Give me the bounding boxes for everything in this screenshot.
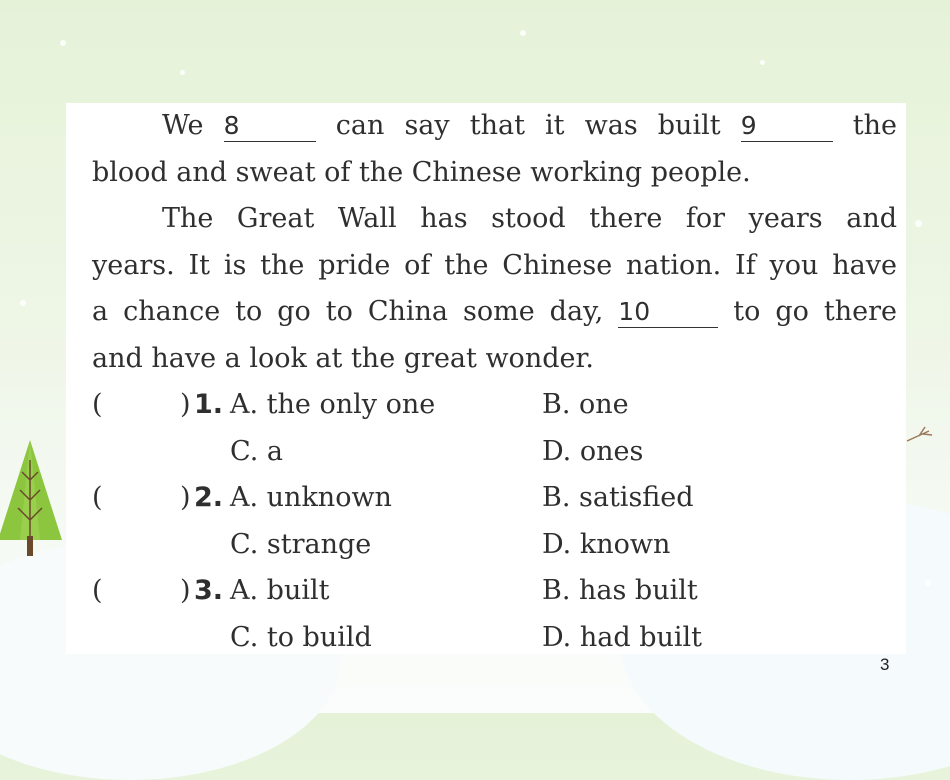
question-row (92, 568, 897, 615)
snowflake (60, 40, 66, 46)
answer-bracket-close: ) (180, 575, 191, 606)
option-a[interactable]: A. unknown (230, 482, 392, 513)
twig-icon (905, 425, 935, 445)
passage-text: We (162, 110, 204, 141)
option-d[interactable]: D. known (542, 528, 671, 560)
question-row (92, 475, 897, 522)
snowflake (925, 580, 931, 586)
passage-line (92, 289, 897, 336)
passage-line (92, 103, 897, 150)
question-row (92, 382, 897, 429)
question-number: 2. (194, 482, 224, 513)
passage-text: can say that it was built (335, 110, 721, 141)
passage-line: years. It is the pride of the Chinese nation. If you have (92, 249, 897, 281)
answer-blank-8[interactable]: 8 (224, 111, 316, 142)
answer-bracket-open[interactable]: ( (92, 482, 103, 513)
snowflake (180, 70, 185, 75)
snowflake (915, 220, 922, 227)
passage-line: The Great Wall has stood there for years and (162, 203, 897, 234)
option-d[interactable]: D. ones (542, 435, 644, 467)
passage-text: the (852, 110, 898, 141)
snowflake (20, 300, 26, 306)
pine-tree-icon (0, 440, 66, 560)
option-c[interactable]: C. strange (230, 528, 372, 560)
snowflake (760, 60, 765, 65)
option-c[interactable]: C. a (230, 435, 283, 467)
option-b[interactable]: B. has built (542, 575, 698, 606)
passage-text: a chance to go to China some day, (92, 296, 604, 327)
answer-blank-9[interactable]: 9 (741, 111, 833, 142)
snowflake (520, 30, 526, 36)
answer-bracket-open[interactable]: ( (92, 575, 103, 606)
question-row (92, 522, 897, 569)
passage-text: to go there (733, 296, 897, 327)
passage-line: and have a look at the great wonder. (92, 342, 594, 374)
passage (92, 103, 897, 382)
answer-bracket-open[interactable]: ( (92, 389, 103, 420)
option-b[interactable]: B. one (542, 389, 629, 420)
question-number: 3. (194, 575, 224, 606)
question-row (92, 615, 897, 662)
question-list (92, 382, 897, 661)
option-b[interactable]: B. satisfied (542, 482, 694, 513)
answer-bracket-close: ) (180, 389, 191, 420)
question-row (92, 429, 897, 476)
page-number: 3 (880, 655, 890, 674)
option-a[interactable]: A. built (230, 575, 330, 606)
answer-blank-10[interactable]: 10 (618, 297, 718, 328)
answer-bracket-close: ) (180, 482, 191, 513)
exercise-card (66, 103, 906, 654)
option-c[interactable]: C. to build (230, 621, 372, 653)
option-d[interactable]: D. had built (542, 621, 702, 653)
option-a[interactable]: A. the only one (230, 389, 436, 420)
passage-line: blood and sweat of the Chinese working people. (92, 156, 751, 188)
question-number: 1. (194, 389, 224, 420)
